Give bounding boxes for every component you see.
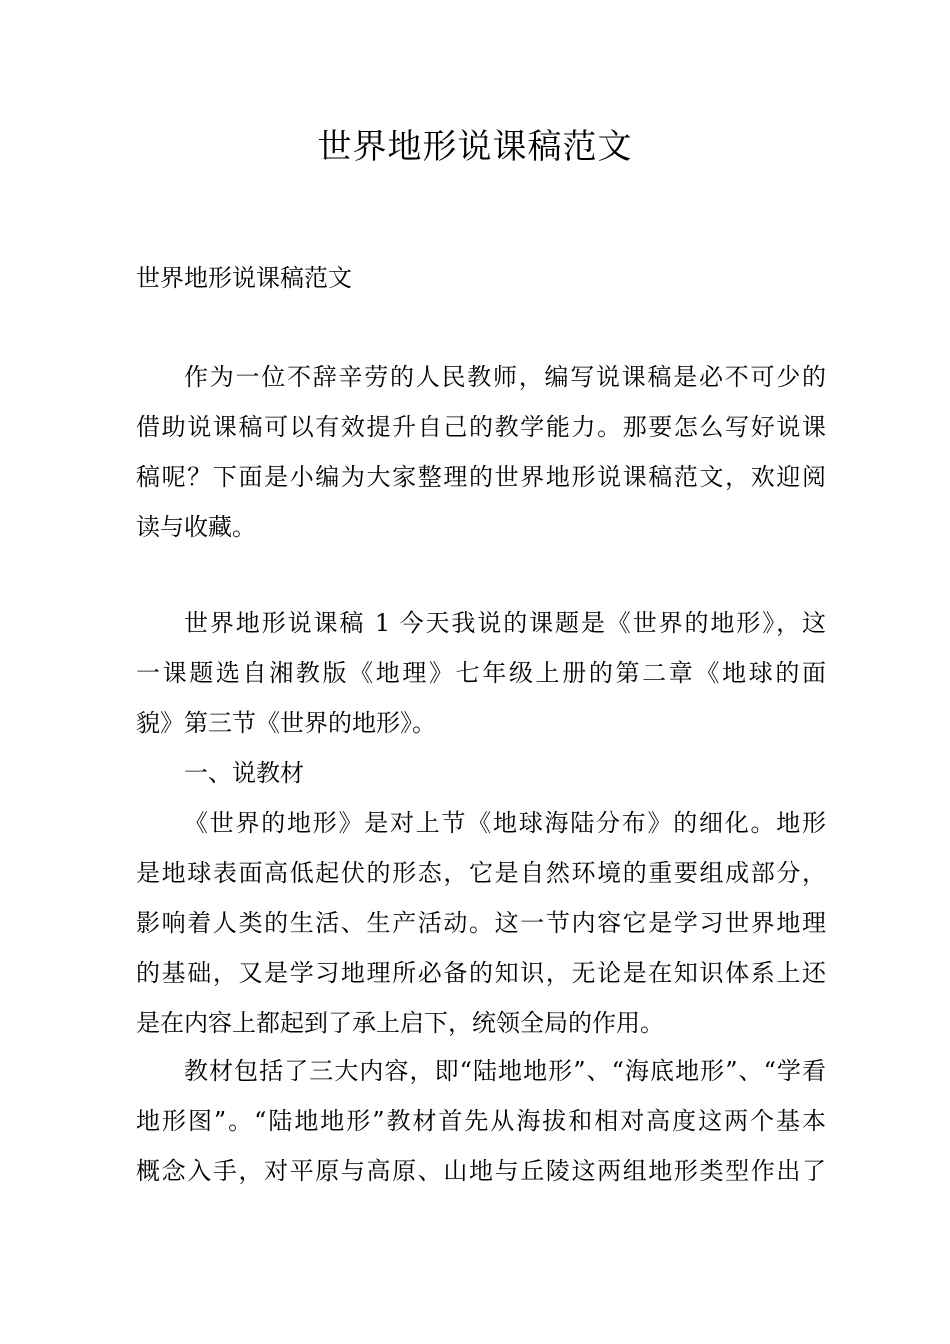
document-title: 世界地形说课稿范文 [317,127,633,167]
paragraph-line: 稿呢？下面是小编为大家整理的世界地形说课稿范文，欢迎阅 [136,463,826,491]
document-subtitle: 世界地形说课稿范文 [136,264,352,292]
paragraph-line: 世界地形说课稿 1 今天我说的课题是《世界的地形》，这 [184,609,826,637]
paragraph-line: 借助说课稿可以有效提升自己的教学能力。那要怎么写好说课 [136,413,826,441]
paragraph-line: 的基础，又是学习地理所必备的知识，无论是在知识体系上还 [136,959,826,987]
paragraph-line: 教材包括了三大内容，即“陆地地形”、“海底地形”、“学看 [184,1057,826,1085]
paragraph-line: 作为一位不辞辛劳的人民教师，编写说课稿是必不可少的 [184,363,826,391]
paragraph-line: 一课题选自湘教版《地理》七年级上册的第二章《地球的面 [136,659,826,687]
paragraph-line: 影响着人类的生活、生产活动。这一节内容它是学习世界地理 [136,909,826,937]
paragraph-lesson-topic [136,598,826,748]
paragraph-line: 《世界的地形》是对上节《地球海陆分布》的细化。地形 [184,809,826,837]
section-heading-text: 一、说教材 [184,759,304,787]
paragraph-content [136,1046,826,1196]
paragraph-line: 是在内容上都起到了承上启下，统领全局的作用。 [136,1009,664,1037]
paragraph-line: 概念入手，对平原与高原、山地与丘陵这两组地形类型作出了 [136,1157,826,1185]
paragraph-line: 是地球表面高低起伏的形态，它是自然环境的重要组成部分， [136,859,826,887]
paragraph-textbook [136,798,826,1048]
paragraph-line: 貌》第三节《世界的地形》。 [136,709,436,737]
section-heading [136,748,826,798]
paragraph-line: 地形图”。“陆地地形”教材首先从海拔和相对高度这两个基本 [136,1107,826,1135]
paragraph-line: 读与收藏。 [136,513,256,541]
paragraph-intro [136,352,826,552]
